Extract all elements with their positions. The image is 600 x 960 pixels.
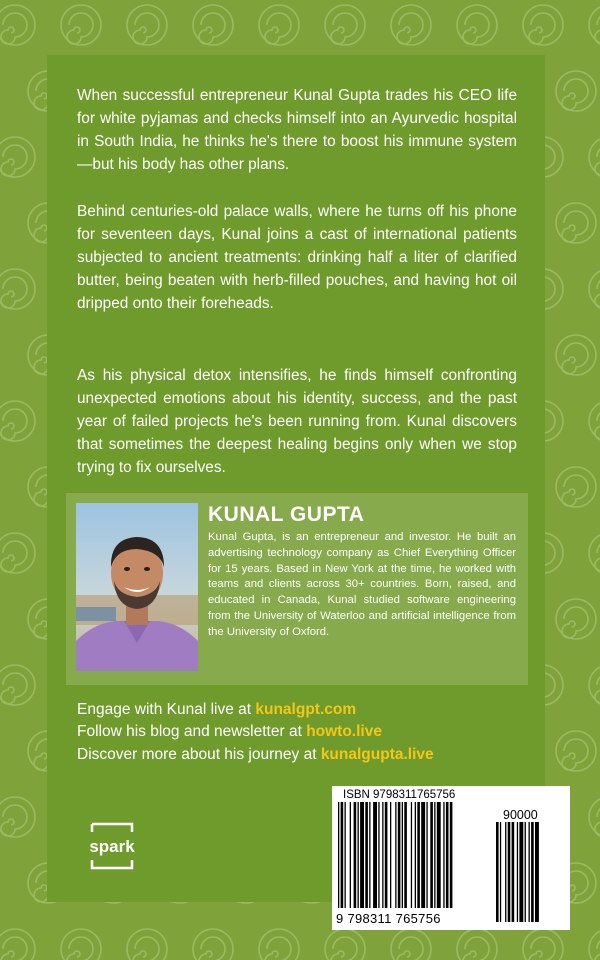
publisher-name: spark xyxy=(89,837,135,856)
swirl-ornament xyxy=(259,5,299,45)
swirl-ornament xyxy=(556,203,596,243)
barcode-bar xyxy=(417,802,420,908)
barcode-bar xyxy=(385,802,388,908)
link-line-1 xyxy=(77,700,356,720)
barcode-bar xyxy=(402,802,403,908)
swirl-ornament xyxy=(193,5,233,45)
blurb-paragraph-3: As his physical detox intensifies, he finds himself confronting unexpected emotions about his identity, success, and the past year of failed projects he's been running from. Kunal discovers that sometimes the deepest healing begins only when we stop trying to fix ourselves. xyxy=(77,367,517,476)
barcode-bar xyxy=(345,802,346,908)
blurb-paragraph-1: When successful entrepreneur Kunal Gupta trades his CEO life for white pyjamas and checks himself into an Ayurvedic hospital in South India, he thinks he's there to boost his immune system—but his body has other plans. xyxy=(77,87,517,173)
link-prefix: Follow his blog and newsletter at xyxy=(77,723,307,740)
barcode-bar xyxy=(446,802,449,908)
barcode-bar xyxy=(354,802,357,908)
barcode-bar xyxy=(421,802,425,908)
swirl-ornament xyxy=(0,5,35,45)
barcode-bar xyxy=(496,822,499,922)
barcode-bar xyxy=(390,802,391,908)
barcode-bar xyxy=(398,802,401,908)
swirl-ornament xyxy=(0,137,35,177)
barcode-bar xyxy=(512,822,515,922)
barcode-bar xyxy=(382,802,383,908)
swirl-ornament xyxy=(0,533,35,573)
barcode-bar xyxy=(404,802,407,908)
swirl-ornament xyxy=(391,929,431,960)
swirl-ornament xyxy=(325,929,365,960)
swirl-ornament xyxy=(259,929,299,960)
swirl-ornament xyxy=(556,467,596,507)
swirl-ornament xyxy=(457,5,497,45)
swirl-ornament xyxy=(0,401,35,441)
barcode-bar xyxy=(519,822,523,922)
barcode-bar xyxy=(350,802,351,908)
link-kunalgupta[interactable]: kunalgupta.live xyxy=(320,746,434,763)
swirl-ornament xyxy=(0,269,35,309)
isbn-label: ISBN 9798311765756 xyxy=(343,789,456,801)
swirl-ornament xyxy=(127,5,167,45)
swirl-ornament xyxy=(589,269,600,309)
price-code: 90000 xyxy=(503,808,538,822)
barcode-bar xyxy=(415,802,416,908)
swirl-ornament xyxy=(589,929,600,960)
barcode-bar xyxy=(529,822,530,922)
author-portrait-icon xyxy=(76,503,198,671)
barcode-bar xyxy=(395,802,396,908)
barcode-bar xyxy=(411,802,412,908)
swirl-ornament xyxy=(589,5,600,45)
swirl-ornament xyxy=(523,5,563,45)
barcode-bar xyxy=(500,822,501,922)
barcode-bar xyxy=(426,802,427,908)
swirl-ornament xyxy=(589,665,600,705)
link-kunalgpt[interactable]: kunalgpt.com xyxy=(255,701,357,718)
swirl-ornament xyxy=(391,5,431,45)
barcode-bar xyxy=(358,802,359,908)
author-bio: Kunal Gupta, is an entrepreneur and investor. He built an advertising technology company as Chief Everything Officer for 15 years. Based in New York at the time, he worked with teams and clients across 30+ countries. Born, raised, and educated in Canada, Kunal studied software engineering from the University of Waterloo and artificial intelligence from the University of Oxford. xyxy=(208,531,516,638)
swirl-ornament xyxy=(457,929,497,960)
swirl-ornament xyxy=(325,5,365,45)
swirl-ornament xyxy=(61,929,101,960)
barcode-bar xyxy=(531,822,534,922)
barcode-bar xyxy=(508,822,511,922)
barcode-bar xyxy=(369,802,370,908)
swirl-ornament xyxy=(589,137,600,177)
barcode-bar xyxy=(437,802,441,908)
swirl-ornament xyxy=(589,533,600,573)
swirl-ornament xyxy=(0,797,35,837)
swirl-ornament xyxy=(589,797,600,837)
link-line-3 xyxy=(77,745,434,765)
swirl-ornament xyxy=(556,335,596,375)
swirl-ornament xyxy=(0,665,35,705)
barcode-bar xyxy=(535,822,539,922)
author-name: KUNAL GUPTA xyxy=(208,503,365,526)
isbn-digits: 9 798311 765756 xyxy=(336,911,441,926)
link-line-2 xyxy=(77,722,382,742)
barcode-bar xyxy=(341,802,344,908)
barcode-bar xyxy=(365,802,368,908)
barcode-bar xyxy=(450,802,453,908)
barcode-bar xyxy=(373,802,377,908)
spark-logo-icon xyxy=(80,822,144,870)
swirl-ornament xyxy=(0,929,35,960)
swirl-ornament xyxy=(556,599,596,639)
swirl-ornament xyxy=(523,929,563,960)
barcode-bar xyxy=(360,802,364,908)
barcode-bar xyxy=(443,802,444,908)
swirl-ornament xyxy=(556,71,596,111)
barcode-bar xyxy=(338,802,339,908)
barcode-bar xyxy=(434,802,435,908)
swirl-ornament xyxy=(589,401,600,441)
barcode-bar xyxy=(525,822,526,922)
barcode-bar xyxy=(517,822,518,922)
swirl-ornament xyxy=(193,929,233,960)
swirl-ornament xyxy=(556,731,596,771)
author-photo xyxy=(76,503,198,671)
link-howto[interactable]: howto.live xyxy=(306,723,382,740)
blurb-paragraph-2: Behind centuries-old palace walls, where he turns off his phone for seventeen days, Kunal joins a cast of international patients subjected to ancient treatments: drinking half a liter of clarified butter, being beaten with herb-filled pouches, and having hot oil dripped onto their foreheads. xyxy=(77,203,517,312)
barcode-bar xyxy=(505,822,506,922)
swirl-ornament xyxy=(127,929,167,960)
swirl-ornament xyxy=(61,5,101,45)
link-prefix: Engage with Kunal live at xyxy=(77,701,256,718)
barcode-bar xyxy=(378,802,379,908)
barcode-bar xyxy=(430,802,433,908)
link-prefix: Discover more about his journey at xyxy=(77,746,321,763)
